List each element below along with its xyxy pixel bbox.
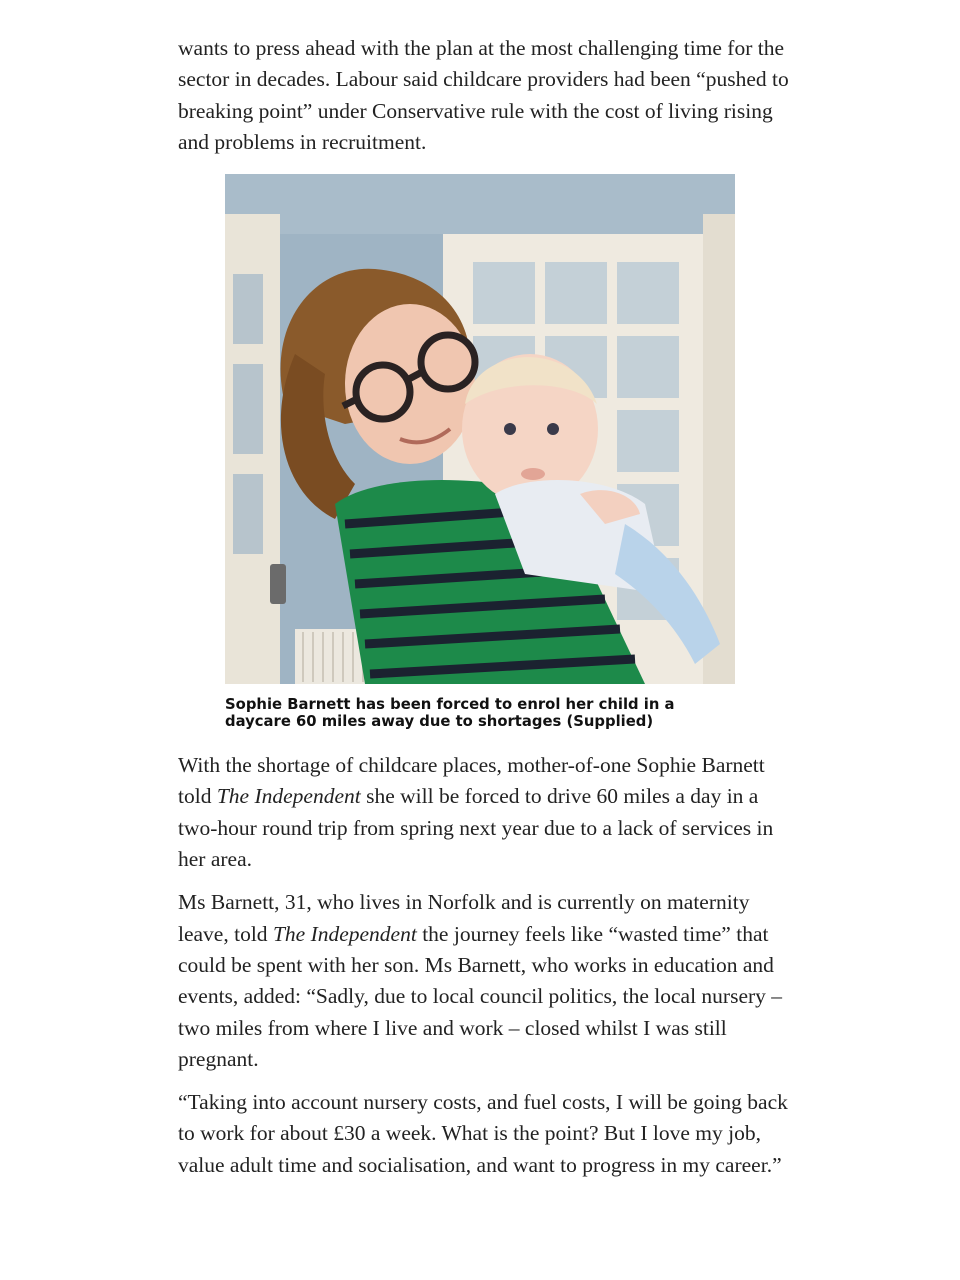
intro-paragraph: wants to press ahead with the plan at the most challenging time for the sector in decades. Labour said childcare providers had been “pushed to breaking point” under Conservative rule with the cost of living rising and problems in recruitment. xyxy=(178,36,789,154)
article-figure xyxy=(225,174,735,730)
mother-and-baby-photo xyxy=(225,174,735,684)
paragraph-2-text-b: the journey feels like “wasted time” that could be spent with her son. Ms Barnett, who works in education and events, added: “Sadly, due to local council politics, the local nursery – two miles from where I live and work – closed whilst I was still pregnant. xyxy=(178,921,783,1071)
paragraph-1-text-a: With the shortage of childcare places, mother-of-one Sophie Barnett told xyxy=(178,753,765,809)
paragraph-1-text-b: she will be forced to drive 60 miles a day in a two-hour round trip from spring next year due to a lack of services in her area. xyxy=(178,784,774,872)
paragraph-2 xyxy=(178,887,790,1075)
publication-name: The Independent xyxy=(216,784,361,809)
paragraph-3: “Taking into account nursery costs, and fuel costs, I will be going back to work for about £30 a week. What is the point? But I love my job, value adult time and socialisation, and want to progress in my career.” xyxy=(178,1090,788,1177)
article-body xyxy=(178,0,790,1181)
photo-caption: Sophie Barnett has been forced to enrol her child in a daycare 60 miles away due to shortages (Supplied) xyxy=(225,696,675,731)
paragraph-1 xyxy=(178,750,790,875)
publication-name: The Independent xyxy=(272,921,417,946)
paragraph-2-text-a: Ms Barnett, 31, who lives in Norfolk and is currently on maternity leave, told xyxy=(178,890,750,946)
